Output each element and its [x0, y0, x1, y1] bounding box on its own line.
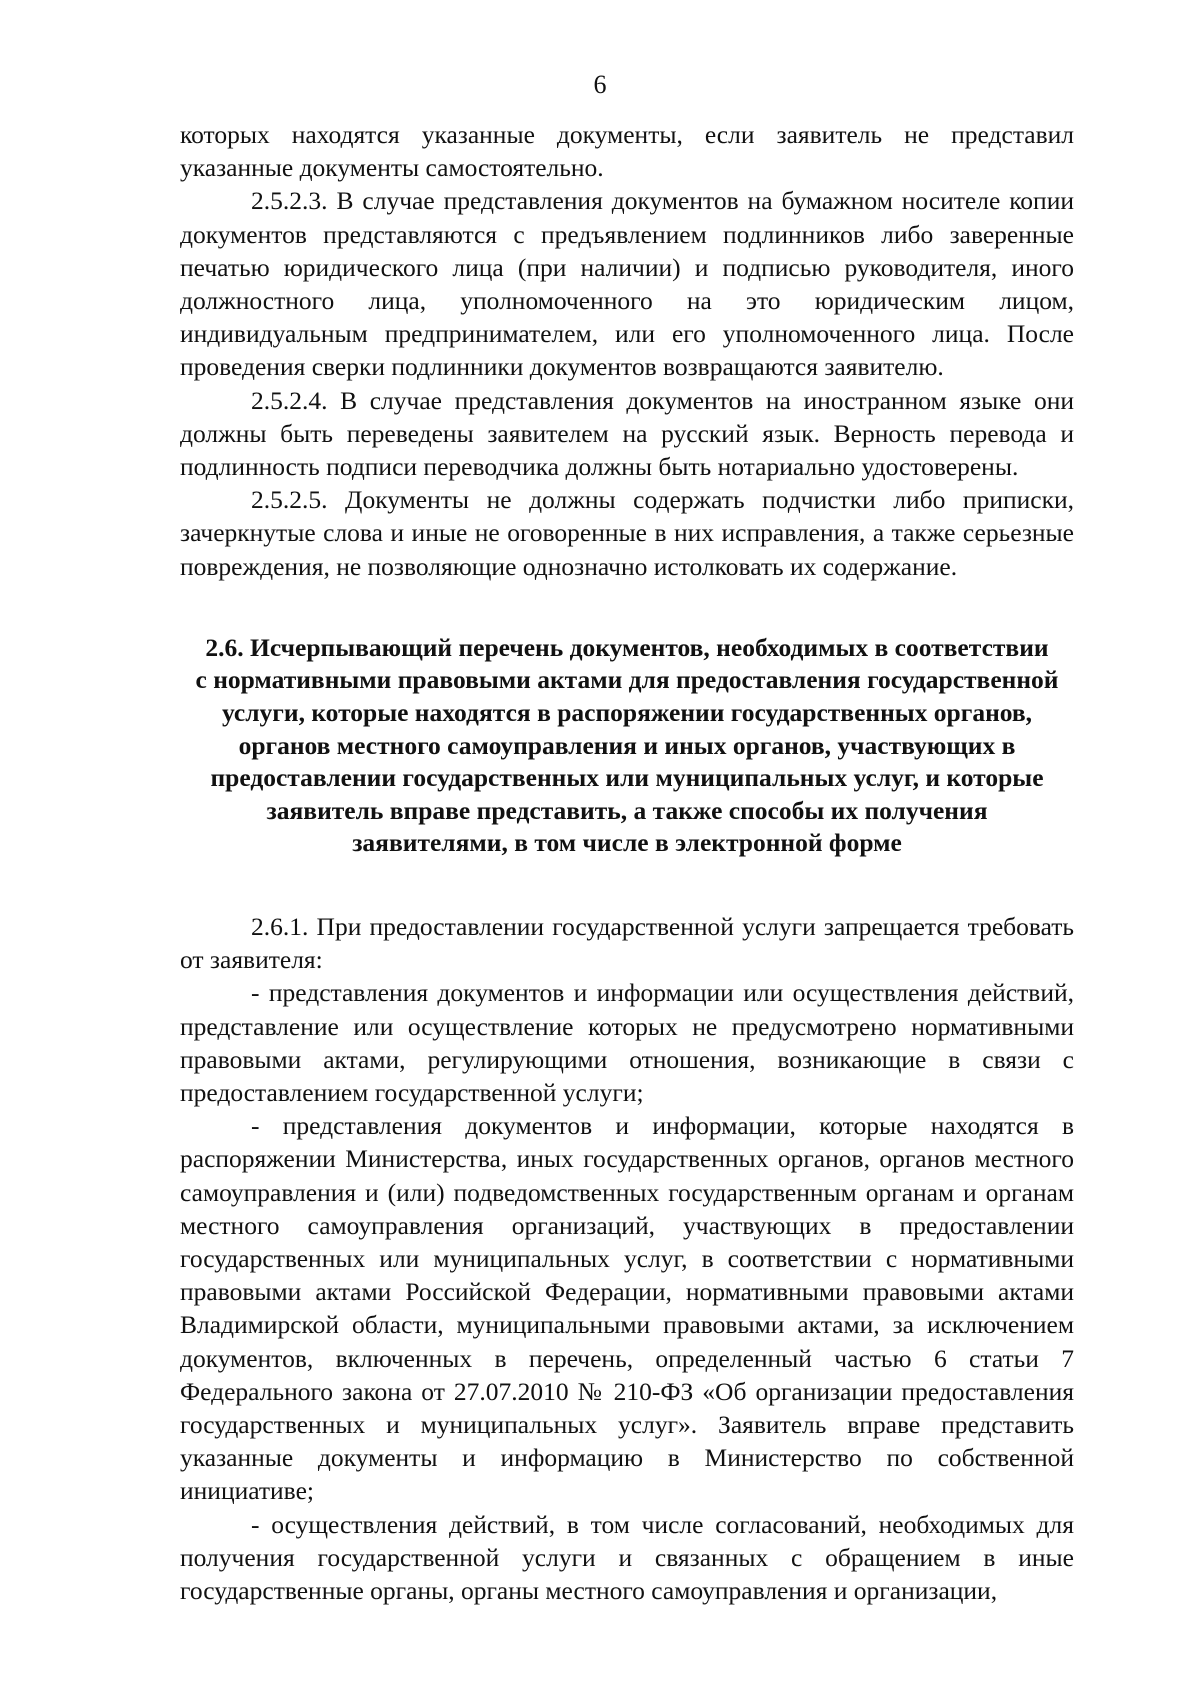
document-body	[180, 118, 1074, 1607]
heading-line: заявителями, в том числе в электронной форме	[352, 828, 902, 858]
heading-line: 2.6. Исчерпывающий перечень документов, необходимых в соответствии	[205, 632, 1049, 662]
heading-line: предоставлении государственных или муниципальных услуг, и которые	[210, 763, 1044, 793]
section-heading-2-6	[180, 632, 1074, 860]
list-item-2: - представления документов и информации, которые находятся в распоряжении Министерства, иных государственных органов, органов местного самоуправления и (или) подведомственных государственным органам и органам местного самоуправления организаций, участвующих в предоставлении государственных или муниципальных услуг, в соответствии с нормативными правовыми актами Российской Федерации, нормативными правовыми актами Владимирской области, муниципальными правовыми актами, за исключением документов, включенных в перечень, определенный частью 6 статьи 7 Федерального закона от 27.07.2010 № 210-ФЗ «Об организации предоставления государственных и муниципальных услуг». Заявитель вправе представить указанные документы и информацию в Министерство по собственной инициативе;	[180, 1111, 1074, 1506]
list-item-3: - осуществления действий, в том числе согласований, необходимых для получения государственной услуги и связанных с обращением в иные государственные органы, органы местного самоуправления и организации,	[180, 1509, 1074, 1606]
heading-line: заявитель вправе представить, а также способы их получения	[266, 795, 988, 825]
paragraph-2-6-1: 2.6.1. При предоставлении государственной услуги запрещается требовать от заявителя:	[180, 912, 1074, 975]
paragraph-2-5-2-4: 2.5.2.4. В случае представления документов на иностранном языке они должны быть переведены заявителем на русский язык. Верность перевода и подлинность подписи переводчика должны быть нотариально удостоверены.	[180, 385, 1074, 482]
paragraph-2-5-2-5: 2.5.2.5. Документы не должны содержать подчистки либо приписки, зачеркнутые слова и иные не оговоренные в них исправления, а также серьезные повреждения, не позволяющие однозначно истолковать их содержание.	[180, 485, 1074, 581]
list-item-1: - представления документов и информации или осуществления действий, представление или осуществление которых не предусмотрено нормативными правовыми актами, регулирующими отношения, возникающие в связи с предоставлением государственной услуги;	[180, 978, 1074, 1108]
heading-line: органов местного самоуправления и иных органов, участвующих в	[238, 730, 1016, 760]
paragraph-continuation: которых находятся указанные документы, если заявитель не представил указанные документы самостоятельно.	[180, 120, 1074, 183]
paragraph-2-5-2-3: 2.5.2.3. В случае представления документов на бумажном носителе копии документов представляются с предъявлением подлинников либо заверенные печатью юридического лица (при наличии) и подписью руководителя, иного должностного лица, уполномоченного на это юридическим лицом, индивидуальным предпринимателем, или его уполномоченного лица. После проведения сверки подлинники документов возвращаются заявителю.	[180, 186, 1074, 382]
heading-line: услуги, которые находятся в распоряжении государственных органов,	[221, 698, 1033, 728]
page-number: 6	[593, 70, 607, 99]
heading-line: с нормативными правовыми актами для предоставления государственной	[195, 665, 1059, 695]
